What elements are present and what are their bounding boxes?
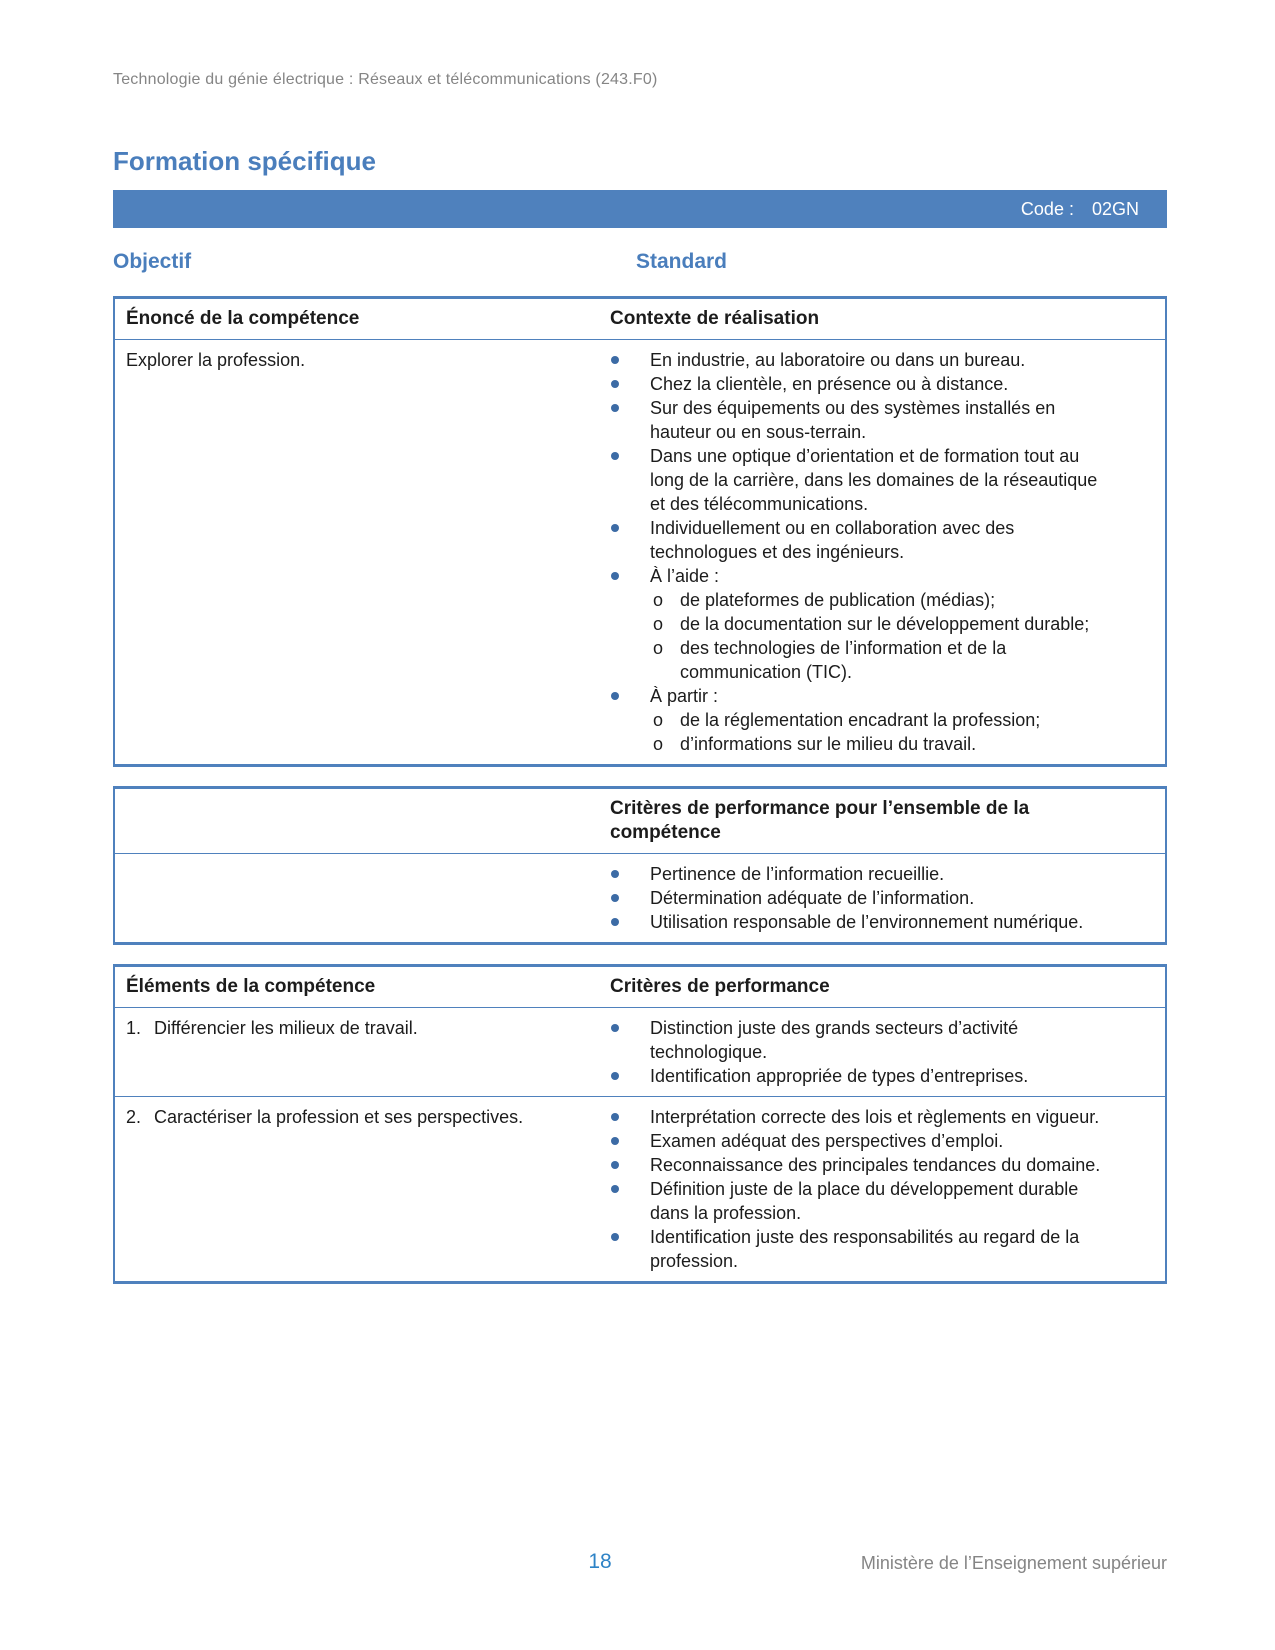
elements-table bbox=[113, 964, 1167, 1284]
list-item-text: Pertinence de l’information recueillie. bbox=[650, 864, 945, 884]
circle-bullet-icon: o bbox=[653, 590, 664, 610]
competence-table-body bbox=[115, 340, 1165, 764]
document-page bbox=[113, 0, 1167, 1284]
list-item-text: de plateformes de publication (médias); bbox=[680, 590, 996, 610]
list-item bbox=[610, 372, 1115, 396]
list-item bbox=[610, 396, 1115, 444]
element-cell bbox=[115, 1097, 604, 1281]
numbered-item bbox=[126, 1016, 594, 1040]
objectif-heading: Objectif bbox=[113, 250, 192, 273]
bullet-icon bbox=[611, 1113, 619, 1121]
standard-heading: Standard bbox=[636, 250, 728, 273]
context-list bbox=[610, 348, 1115, 756]
list-item bbox=[610, 1016, 1115, 1064]
list-item bbox=[610, 564, 1115, 588]
bullet-icon bbox=[611, 870, 619, 878]
page-footer bbox=[113, 1550, 1167, 1578]
list-item-text: Dans une optique d’orientation et de formation tout au long de la carrière, dans les domaines de la réseautique et des télécommunications. bbox=[650, 446, 1098, 514]
code-bar bbox=[113, 190, 1167, 228]
list-item-text: Chez la clientèle, en présence ou à distance. bbox=[650, 374, 1009, 394]
list-item-text: Sur des équipements ou des systèmes installés en hauteur ou en sous-terrain. bbox=[650, 398, 1056, 442]
list-item bbox=[610, 862, 1115, 886]
header-criteres: Critères de performance bbox=[610, 976, 830, 997]
overall-criteria-table bbox=[113, 786, 1167, 945]
competence-table bbox=[113, 296, 1167, 767]
page-number: 18 bbox=[588, 1550, 612, 1573]
list-item bbox=[610, 1129, 1115, 1153]
list-item bbox=[610, 1177, 1115, 1225]
empty-cell bbox=[115, 854, 604, 942]
list-item bbox=[610, 1225, 1115, 1273]
bullet-icon bbox=[611, 1233, 619, 1241]
sub-list-item bbox=[653, 636, 1115, 684]
list-item-text: Définition juste de la place du développement durable dans la profession. bbox=[650, 1179, 1079, 1223]
bullet-icon bbox=[611, 356, 619, 364]
bullet-icon bbox=[611, 404, 619, 412]
bullet-icon bbox=[611, 1185, 619, 1193]
list-item-text: des technologies de l’information et de la communication (TIC). bbox=[680, 638, 1007, 682]
header-elements: Éléments de la compétence bbox=[126, 976, 376, 997]
circle-bullet-icon: o bbox=[653, 614, 664, 634]
sub-list-item bbox=[653, 612, 1115, 636]
list-item bbox=[610, 1105, 1115, 1129]
competence-statement: Explorer la profession. bbox=[126, 350, 306, 370]
header-enonce: Énoncé de la compétence bbox=[126, 308, 360, 329]
numbered-item bbox=[126, 1105, 594, 1129]
bullet-icon bbox=[611, 524, 619, 532]
criteria-list bbox=[610, 1105, 1115, 1273]
bullet-icon bbox=[611, 1024, 619, 1032]
overall-criteria-list bbox=[610, 862, 1115, 934]
bullet-icon bbox=[611, 1137, 619, 1145]
list-item bbox=[610, 1064, 1115, 1088]
list-item-text: Distinction juste des grands secteurs d’activité technologique. bbox=[650, 1018, 1019, 1062]
column-headings bbox=[113, 250, 1167, 276]
code-label: Code : bbox=[1020, 198, 1074, 219]
element-text: Caractériser la profession et ses perspectives. bbox=[154, 1107, 524, 1127]
code-value: 02GN bbox=[1091, 198, 1139, 219]
overall-criteria-header bbox=[115, 789, 1165, 854]
list-item bbox=[610, 684, 1115, 708]
list-item-text: Identification appropriée de types d’entreprises. bbox=[650, 1066, 1029, 1086]
empty-cell bbox=[115, 789, 604, 853]
table-row bbox=[115, 1008, 1165, 1097]
criteria-cell bbox=[604, 1008, 1165, 1096]
list-item bbox=[610, 516, 1115, 564]
bullet-icon bbox=[611, 572, 619, 580]
header-contexte: Contexte de réalisation bbox=[610, 308, 820, 329]
bullet-icon bbox=[611, 692, 619, 700]
criteria-list bbox=[610, 1016, 1115, 1088]
overall-criteria-cell bbox=[604, 854, 1165, 942]
list-item-text: Détermination adéquate de l’information. bbox=[650, 888, 975, 908]
list-item-text: En industrie, au laboratoire ou dans un bureau. bbox=[650, 350, 1026, 370]
list-item-text: À l’aide : bbox=[650, 566, 720, 586]
list-item-text: Reconnaissance des principales tendances du domaine. bbox=[650, 1155, 1101, 1175]
table-row bbox=[115, 1097, 1165, 1281]
overall-criteria-body bbox=[115, 854, 1165, 942]
list-item-text: Examen adéquat des perspectives d’emploi. bbox=[650, 1131, 1004, 1151]
circle-bullet-icon: o bbox=[653, 638, 664, 658]
list-item bbox=[610, 886, 1115, 910]
list-item-text: Identification juste des responsabilités au regard de la profession. bbox=[650, 1227, 1080, 1271]
bullet-icon bbox=[611, 1072, 619, 1080]
bullet-icon bbox=[611, 1161, 619, 1169]
bullet-icon bbox=[611, 380, 619, 388]
competence-table-header bbox=[115, 299, 1165, 340]
page-title: Formation spécifique bbox=[113, 146, 376, 176]
list-item-text: de la réglementation encadrant la profession; bbox=[680, 710, 1041, 730]
list-item-text: Interprétation correcte des lois et règlements en vigueur. bbox=[650, 1107, 1100, 1127]
item-number: 1. bbox=[126, 1018, 142, 1038]
bullet-icon bbox=[611, 894, 619, 902]
element-text: Différencier les milieux de travail. bbox=[154, 1018, 418, 1038]
bullet-icon bbox=[611, 918, 619, 926]
list-item-text: À partir : bbox=[650, 686, 719, 706]
sub-list-item bbox=[653, 732, 1115, 756]
list-item bbox=[610, 348, 1115, 372]
elements-table-header bbox=[115, 967, 1165, 1008]
list-item-text: Individuellement ou en collaboration avec des technologues et des ingénieurs. bbox=[650, 518, 1015, 562]
sub-list-item bbox=[653, 588, 1115, 612]
context-cell bbox=[604, 340, 1165, 764]
list-item-text: d’informations sur le milieu du travail. bbox=[680, 734, 977, 754]
list-item-text: Utilisation responsable de l’environnement numérique. bbox=[650, 912, 1084, 932]
sub-list-item bbox=[653, 708, 1115, 732]
element-cell bbox=[115, 1008, 604, 1096]
list-item bbox=[610, 444, 1115, 516]
list-item bbox=[610, 910, 1115, 934]
list-item-text: de la documentation sur le développement durable; bbox=[680, 614, 1090, 634]
circle-bullet-icon: o bbox=[653, 734, 664, 754]
item-number: 2. bbox=[126, 1107, 142, 1127]
list-item bbox=[610, 1153, 1115, 1177]
running-header: Technologie du génie électrique : Réseaux et télécommunications (243.F0) bbox=[113, 71, 658, 88]
circle-bullet-icon: o bbox=[653, 710, 664, 730]
criteria-cell bbox=[604, 1097, 1165, 1281]
header-criteres-ensemble: Critères de performance pour l’ensemble de la compétence bbox=[610, 798, 1030, 843]
ministry-name: Ministère de l’Enseignement supérieur bbox=[860, 1553, 1167, 1573]
bullet-icon bbox=[611, 452, 619, 460]
